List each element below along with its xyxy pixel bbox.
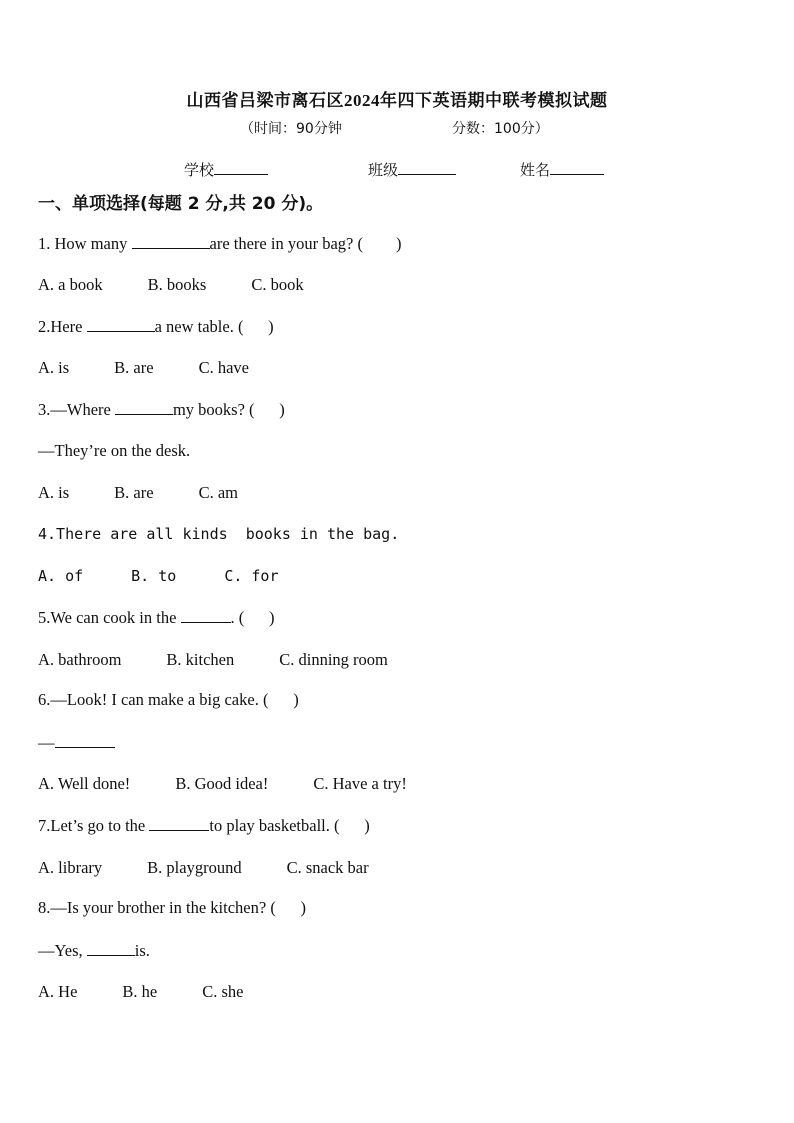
option-a[interactable]: A. of: [38, 567, 84, 585]
school-label: 学校: [184, 161, 215, 179]
option-b[interactable]: B. books: [147, 275, 207, 294]
option-a[interactable]: A. a book: [38, 275, 103, 294]
answer-blank[interactable]: [55, 732, 115, 748]
option-b[interactable]: B. he: [122, 982, 158, 1001]
option-b[interactable]: B. playground: [147, 858, 242, 877]
class-blank[interactable]: [398, 160, 456, 175]
option-c[interactable]: C. dinning room: [279, 650, 388, 669]
name-label: 姓名: [520, 161, 551, 179]
question-5-options: [38, 650, 388, 670]
question-1-stem: 1. How many are there in your bag? ( ): [38, 234, 402, 253]
exam-time: （时间：90分钟: [240, 121, 342, 137]
option-a[interactable]: A. bathroom: [38, 650, 122, 669]
question-4-options: [38, 567, 279, 585]
option-b[interactable]: B. are: [114, 358, 154, 377]
option-b[interactable]: B. Good idea!: [175, 774, 269, 793]
option-c[interactable]: C. she: [202, 982, 244, 1001]
option-a[interactable]: A. is: [38, 358, 70, 377]
option-a[interactable]: A. is: [38, 483, 70, 502]
question-7-options: [38, 858, 369, 878]
question-8-options: [38, 982, 244, 1002]
name-field[interactable]: [520, 159, 604, 180]
option-c[interactable]: C. have: [198, 358, 249, 377]
question-8-reply: —Yes, is.: [38, 941, 150, 960]
option-b[interactable]: B. are: [114, 483, 154, 502]
exam-score: 分数：100分）: [452, 121, 549, 137]
question-4-stem: 4.There are all kinds books in the bag.: [38, 525, 400, 543]
option-b[interactable]: B. to: [131, 567, 177, 585]
question-8-stem: 8.—Is your brother in the kitchen? ( ): [38, 898, 307, 917]
question-2-options: [38, 358, 249, 378]
question-3-reply: —They’re on the desk.: [38, 441, 191, 460]
answer-blank[interactable]: [87, 940, 135, 956]
class-field[interactable]: [368, 159, 456, 180]
question-3-options: [38, 483, 238, 503]
option-a[interactable]: A. library: [38, 858, 103, 877]
question-6-reply: —: [38, 732, 115, 753]
option-b[interactable]: B. kitchen: [166, 650, 235, 669]
school-blank[interactable]: [214, 160, 268, 175]
section-heading: 一、单项选择(每题 2 分,共 20 分)。: [38, 194, 324, 214]
question-2-stem: 2.Here a new table. ( ): [38, 317, 274, 336]
class-label: 班级: [368, 161, 399, 179]
option-c[interactable]: C. snack bar: [286, 858, 369, 877]
name-blank[interactable]: [550, 160, 604, 175]
school-field[interactable]: [184, 159, 268, 180]
option-c[interactable]: C. Have a try!: [313, 774, 407, 793]
question-3-stem: 3.—Where my books? ( ): [38, 400, 285, 419]
option-c[interactable]: C. for: [224, 567, 279, 585]
option-a[interactable]: A. Well done!: [38, 774, 131, 793]
answer-blank[interactable]: [115, 399, 173, 415]
option-c[interactable]: C. am: [198, 483, 238, 502]
question-7-stem: 7.Let’s go to the to play basketball. ( ): [38, 816, 370, 835]
question-5-stem: 5.We can cook in the . ( ): [38, 608, 275, 627]
answer-blank[interactable]: [149, 815, 209, 831]
question-6-stem: 6.—Look! I can make a big cake. ( ): [38, 690, 299, 709]
option-c[interactable]: C. book: [251, 275, 304, 294]
answer-blank[interactable]: [181, 607, 231, 623]
answer-blank[interactable]: [132, 233, 210, 249]
answer-blank[interactable]: [87, 316, 155, 332]
question-1-options: [38, 275, 304, 295]
question-6-options: [38, 774, 407, 794]
exam-title: 山西省吕梁市离石区2024年四下英语期中联考模拟试题: [186, 91, 608, 110]
option-a[interactable]: A. He: [38, 982, 78, 1001]
